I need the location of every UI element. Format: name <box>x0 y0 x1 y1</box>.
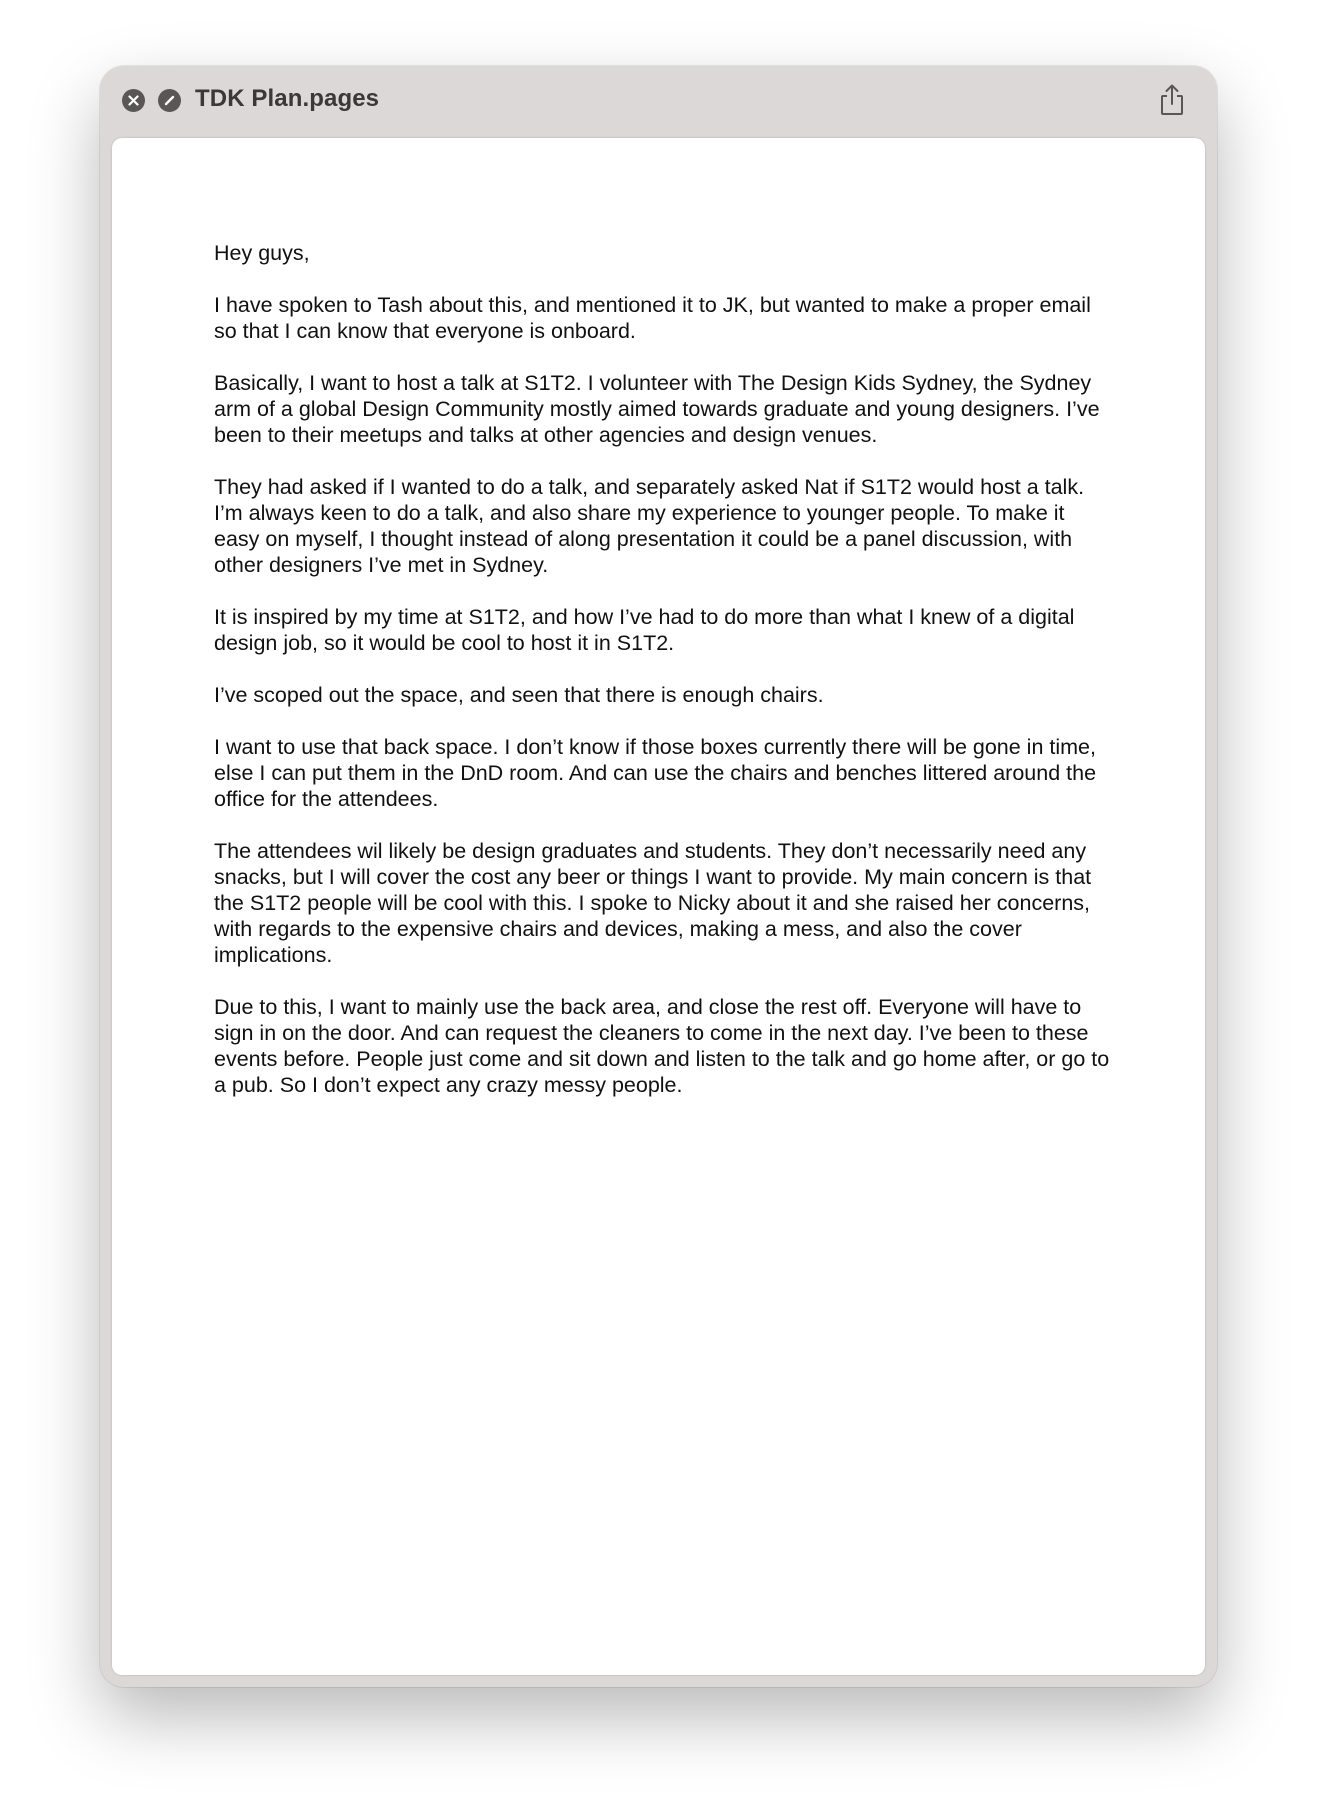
paragraph: I have spoken to Tash about this, and mentioned it to JK, but wanted to make a proper email so that I can know that everyone is onboard. <box>214 293 1091 343</box>
paragraph: I’ve scoped out the space, and seen that there is enough chairs. <box>214 683 824 707</box>
document-page <box>112 138 1205 1675</box>
share-button[interactable] <box>1157 83 1187 117</box>
paragraph-greeting: Hey guys, <box>214 241 310 265</box>
paragraph: I want to use that back space. I don’t know if those boxes currently there will be gone in time, else I can put them in the DnD room. And can use the chairs and benches littered around the office for the attendees. <box>214 735 1097 811</box>
block-button[interactable] <box>158 89 181 112</box>
paragraph: They had asked if I wanted to do a talk, and separately asked Nat if S1T2 would host a talk. I’m always keen to do a talk, and also share my experience to younger people. To make it easy on myself, I thought instead of along presentation it could be a panel discussion, with other designers I’ve met in Sydney. <box>214 475 1085 577</box>
paragraph: The attendees wil likely be design graduates and students. They don’t necessarily need any snacks, but I will cover the cost any beer or things I want to provide. My main concern is that the S1T2 people will be cool with this. I spoke to Nicky about it and she raised her concerns, with regards to the expensive chairs and devices, making a mess, and also the cover implications. <box>214 839 1092 967</box>
close-icon <box>128 95 139 106</box>
share-icon <box>1157 83 1187 117</box>
paragraph: Due to this, I want to mainly use the back area, and close the rest off. Everyone will have to sign in on the door. And can request the cleaners to come in the next day. I’ve been to these events before. People just come and sit down and listen to the talk and go home after, or go to a pub. So I don’t expect any crazy messy people. <box>214 995 1110 1097</box>
title-bar <box>100 66 1217 136</box>
close-button[interactable] <box>122 89 145 112</box>
paragraph: It is inspired by my time at S1T2, and how I’ve had to do more than what I knew of a digital design job, so it would be cool to host it in S1T2. <box>214 605 1075 655</box>
window-title: TDK Plan.pages <box>195 85 380 112</box>
paragraph: Basically, I want to host a talk at S1T2. I volunteer with The Design Kids Sydney, the Sydney arm of a global Design Community mostly aimed towards graduate and young designers. I’ve been to their meetups and talks at other agencies and design venues. <box>214 371 1100 447</box>
block-icon <box>164 95 175 106</box>
document-body <box>214 240 1114 1124</box>
quicklook-window <box>100 66 1217 1687</box>
